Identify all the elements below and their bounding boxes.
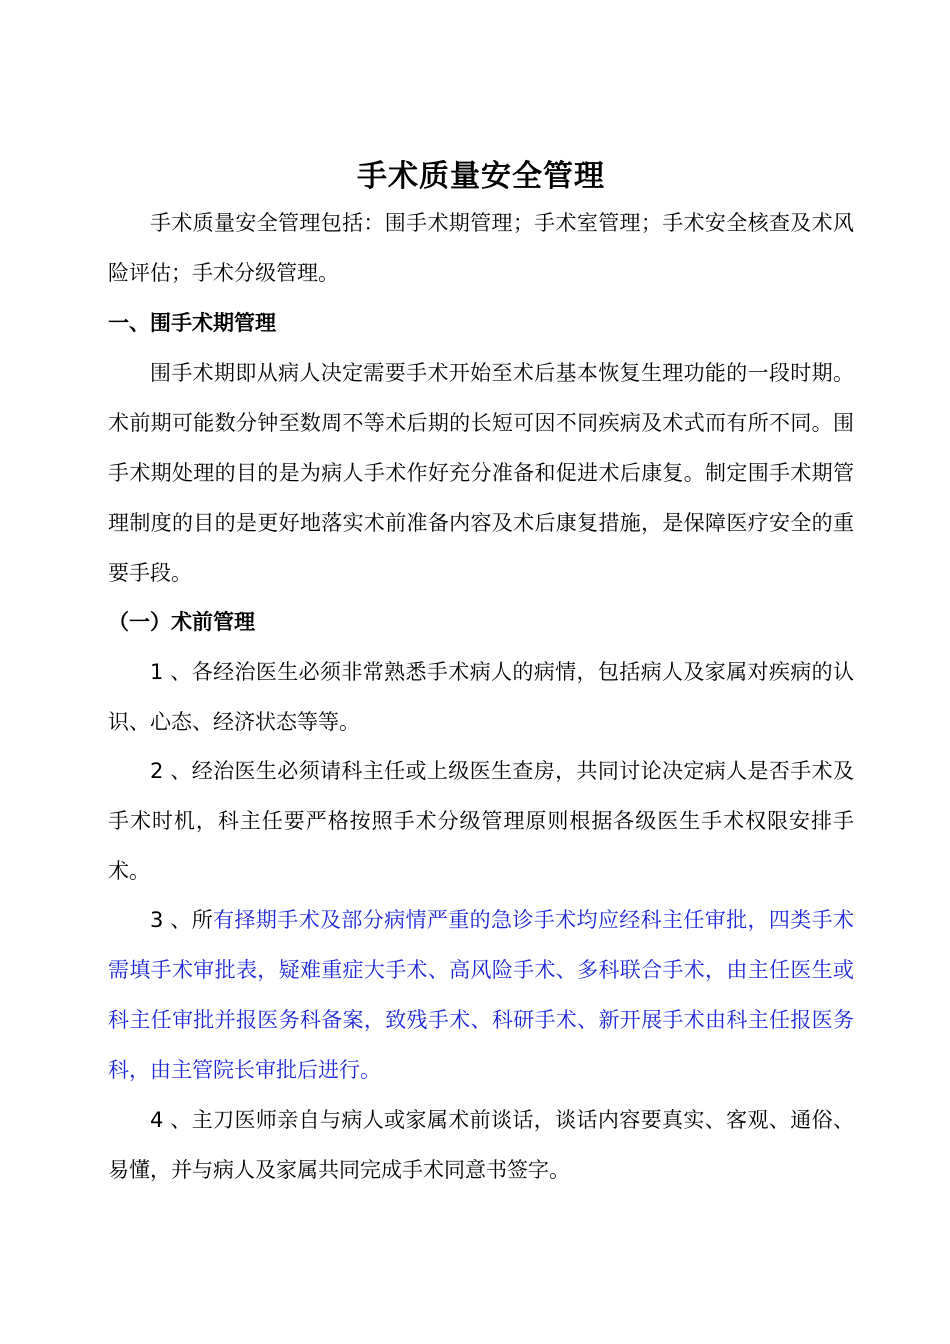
section-heading-perioperative: 一、围手术期管理 — [108, 311, 276, 335]
list-item-2: 2 、经治医生必须请科主任或上级医生查房，共同讨论决定病人是否手术及手术时机，科主任要严格按照手术分级管理原则根据各级医生手术权限安排手术。 — [108, 759, 854, 883]
intro-paragraph: 手术质量安全管理包括：围手术期管理；手术室管理；手术安全核查及术风险评估；手术分级管理。 — [108, 211, 854, 285]
list-item-3-prefix: 3 、所 — [150, 908, 214, 932]
list-item-4: 4 、主刀医师亲自与病人或家属术前谈话，谈话内容要真实、客观、通俗、易懂，并与病人及家属共同完成手术同意书签字。 — [108, 1108, 854, 1182]
list-item-3-highlight: 有择期手术及部分病情严重的急诊手术均应经科主任审批，四类手术需填手术审批表，疑难重症大手术、高风险手术、多科联合手术，由主任医生或科主任审批并报医务科备案，致残手术、科研手术、新开展手术由科主任报医务科，由主管院长审批后进行。 — [108, 908, 855, 1082]
perioperative-paragraph: 围手术期即从病人决定需要手术开始至术后基本恢复生理功能的一段时期。术前期可能数分钟至数周不等术后期的长短可因不同疾病及术式而有所不同。围手术期处理的目的是为病人手术作好充分准备和促进术后康复。制定围手术期管理制度的目的是更好地落实术前准备内容及术后康复措施，是保障医疗安全的重要手段。 — [108, 361, 854, 585]
list-item-3 — [108, 895, 854, 1095]
subsection-heading-preoperative: （一）术前管理 — [108, 610, 255, 634]
page-title: 手术质量安全管理 — [357, 159, 605, 194]
list-item-1: 1 、各经治医生必须非常熟悉手术病人的病情，包括病人及家属对疾病的认识、心态、经济状态等等。 — [108, 660, 854, 734]
